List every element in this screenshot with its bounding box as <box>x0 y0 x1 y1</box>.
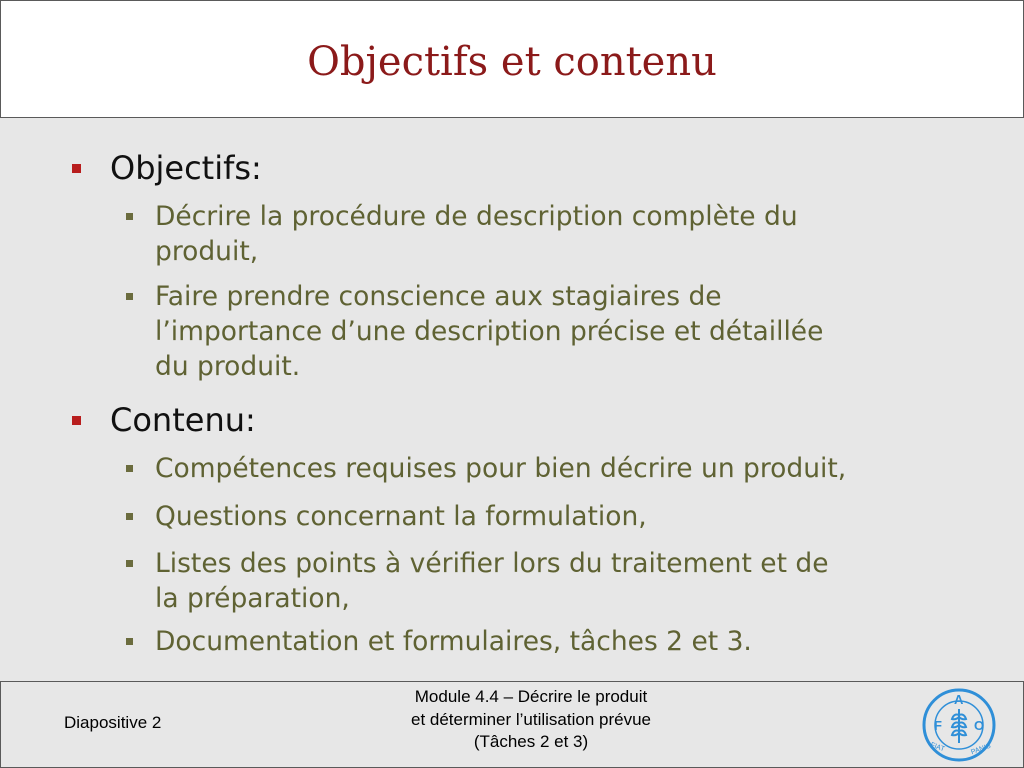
svg-text:A: A <box>954 692 964 707</box>
bullet-square-icon <box>126 293 133 300</box>
title-bar <box>0 0 1024 118</box>
slide-title: Objectifs et contenu <box>307 39 717 85</box>
section-heading-objectifs: Objectifs: <box>110 149 262 187</box>
list-item: Listes des points à vérifier lors du traitement et de la préparation, <box>155 548 829 614</box>
fao-logo-icon <box>921 687 997 763</box>
list-item: Faire prendre conscience aux stagiaires de l’importance d’une description précise et détaillée du produit. <box>155 281 824 382</box>
bullet-square-icon <box>72 164 81 173</box>
bullet-square-icon <box>126 560 133 567</box>
slide-number: Diapositive 2 <box>64 713 162 732</box>
list-item: Compétences requises pour bien décrire un produit, <box>155 453 847 484</box>
footer <box>0 681 1024 768</box>
list-item: Questions concernant la formulation, <box>155 501 647 532</box>
bullet-square-icon <box>72 416 81 425</box>
svg-text:FIAT: FIAT <box>929 741 946 754</box>
bullet-square-icon <box>126 213 133 220</box>
slide-content <box>0 118 1024 680</box>
svg-text:F: F <box>934 718 942 733</box>
bullet-square-icon <box>126 513 133 520</box>
bullet-square-icon <box>126 638 133 645</box>
list-item: Documentation et formulaires, tâches 2 et 3. <box>155 626 752 657</box>
svg-text:O: O <box>974 718 985 733</box>
section-heading-contenu: Contenu: <box>110 401 256 439</box>
svg-text:PANIS: PANIS <box>970 742 992 757</box>
list-item: Décrire la procédure de description complète du produit, <box>155 201 798 267</box>
module-caption: Module 4.4 – Décrire le produit et déterminer l’utilisation prévue (Tâches 2 et 3) <box>410 687 651 751</box>
bullet-square-icon <box>126 465 133 472</box>
